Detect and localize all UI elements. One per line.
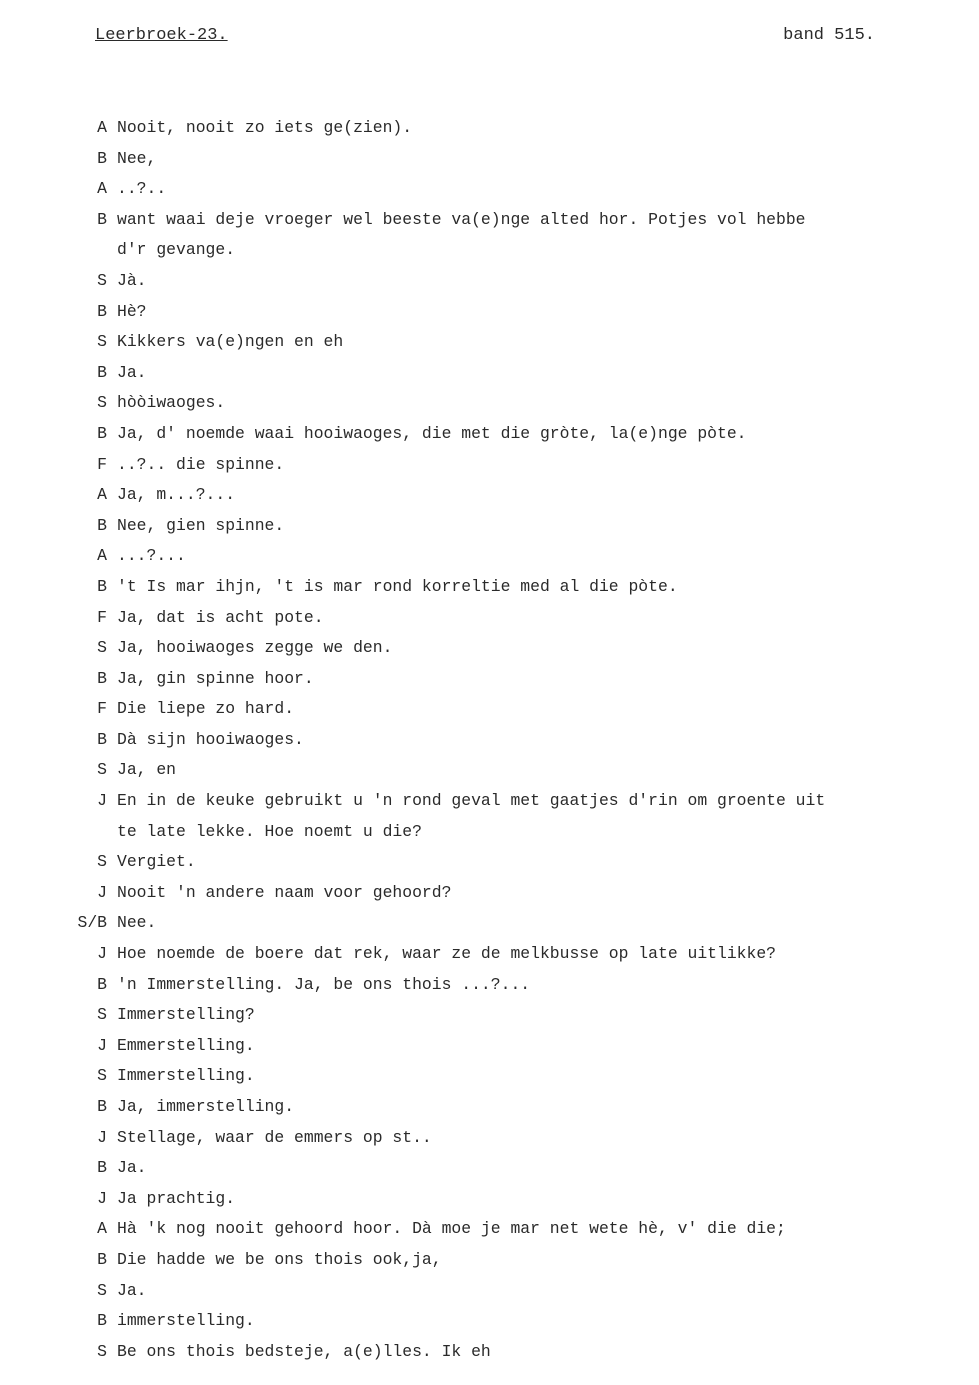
document-title: Leerbroek-23. xyxy=(95,26,228,45)
transcript-turn xyxy=(0,1153,979,1184)
utterance-line: Ja, d' noemde waai hooiwaoges, die met die gròte, la(e)nge pòte. xyxy=(117,423,747,443)
speaker-label: B xyxy=(97,209,107,229)
utterance-line: Die hadde we be ons thois ook,ja, xyxy=(117,1249,442,1269)
transcript-turn xyxy=(0,1061,979,1092)
speaker-label: F xyxy=(97,454,107,474)
utterance-line: Ja, immerstelling. xyxy=(117,1097,295,1116)
speaker-label: B xyxy=(97,974,107,994)
transcript xyxy=(0,113,979,1367)
transcript-turn xyxy=(0,603,979,634)
speaker-label: F xyxy=(97,607,107,627)
utterance-line: Nee, gien spinne. xyxy=(117,515,285,535)
speaker-label: S xyxy=(97,1341,107,1361)
utterance-line: Ja. xyxy=(117,362,147,382)
speaker-label: S xyxy=(97,1005,107,1025)
utterance-line: Jà. xyxy=(117,270,147,290)
transcript-turn xyxy=(0,664,979,695)
speaker-label: S xyxy=(97,393,107,413)
transcript-turn xyxy=(0,1214,979,1245)
speaker-label: F xyxy=(97,699,107,719)
speaker-label: S xyxy=(97,638,107,658)
speaker-label: S xyxy=(97,1066,107,1086)
speaker-label: J xyxy=(97,882,107,902)
transcript-turn xyxy=(0,939,979,970)
speaker-label: A xyxy=(97,118,107,137)
utterance-line: Hà 'k nog nooit gehoord hoor. Dà moe je mar net wete hè, v' die die; xyxy=(117,1219,786,1239)
speaker-label: B xyxy=(97,1097,107,1116)
utterance-line: Vergiet. xyxy=(117,852,196,872)
utterance-line: Emmerstelling. xyxy=(117,1035,255,1055)
transcript-turn xyxy=(0,113,979,144)
transcript-turn xyxy=(0,511,979,542)
transcript-turn xyxy=(0,480,979,511)
speaker-label: S xyxy=(97,332,107,352)
utterance-line: te late lekke. Hoe noemt u die? xyxy=(117,821,422,841)
transcript-turn xyxy=(0,327,979,358)
speaker-label: A xyxy=(97,179,107,199)
utterance-line: ...?... xyxy=(117,546,186,566)
speaker-label: S xyxy=(97,760,107,780)
utterance-line: Immerstelling? xyxy=(117,1005,255,1025)
transcript-turn xyxy=(0,633,979,664)
speaker-label: J xyxy=(97,1188,107,1208)
speaker-label: B xyxy=(97,515,107,535)
utterance-line: 'n Immerstelling. Ja, be ons thois ...?... xyxy=(117,974,531,994)
speaker-label: S xyxy=(97,852,107,872)
transcript-turn xyxy=(0,358,979,389)
utterance-line: 't Is mar ihjn, 't is mar rond korreltie med al die pòte. xyxy=(117,576,678,596)
speaker-label: B xyxy=(97,1158,107,1178)
utterance-line: Ja. xyxy=(117,1158,147,1178)
speaker-label: B xyxy=(97,362,107,382)
speaker-label: S xyxy=(97,1280,107,1300)
speaker-label: J xyxy=(97,791,107,811)
speaker-label: B xyxy=(97,1249,107,1269)
transcript-turn xyxy=(0,1123,979,1154)
utterance-line: Hoe noemde de boere dat rek, waar ze de melkbusse op late uitlikke? xyxy=(117,944,777,964)
transcript-turn xyxy=(0,297,979,328)
utterance-line: Be ons thois bedsteje, a(e)lles. Ik eh xyxy=(117,1341,491,1361)
utterance-line: d'r gevange. xyxy=(117,240,236,260)
speaker-label: B xyxy=(97,423,107,443)
speaker-label: A xyxy=(97,485,107,505)
speaker-label: B xyxy=(97,301,107,321)
utterance-line: Nee, xyxy=(117,148,157,168)
utterance-line: Ja prachtig. xyxy=(117,1188,236,1208)
transcript-turn xyxy=(0,572,979,603)
band-number: band 515. xyxy=(783,26,875,45)
utterance-line: Dà sijn hooiwaoges. xyxy=(117,729,304,749)
utterance-line: Die liepe zo hard. xyxy=(117,699,295,719)
speaker-label: B xyxy=(97,668,107,688)
transcript-turn xyxy=(0,419,979,450)
utterance-line: Nooit 'n andere naam voor gehoord? xyxy=(117,882,452,902)
transcript-turn xyxy=(0,786,979,847)
utterance-line: Ja, dat is acht pote. xyxy=(117,607,324,627)
transcript-turn xyxy=(0,1337,979,1368)
transcript-turn xyxy=(0,266,979,297)
transcript-turn xyxy=(0,144,979,175)
utterance-line: Hè? xyxy=(117,301,147,321)
transcript-turn xyxy=(0,1306,979,1337)
transcript-turn xyxy=(0,725,979,756)
transcript-turn xyxy=(0,970,979,1001)
transcript-turn xyxy=(0,450,979,481)
transcript-turn xyxy=(0,1276,979,1307)
utterance-line: Ja. xyxy=(117,1280,147,1300)
transcript-turn xyxy=(0,388,979,419)
transcript-turn xyxy=(0,1031,979,1062)
speaker-label: B xyxy=(97,729,107,749)
utterance-line: immerstelling. xyxy=(117,1311,255,1331)
transcript-turn xyxy=(0,878,979,909)
utterance-line: Ja, m...?... xyxy=(117,485,236,505)
speaker-label: J xyxy=(97,1035,107,1055)
transcript-turn xyxy=(0,847,979,878)
transcript-turn xyxy=(0,174,979,205)
utterance-line: Nee. xyxy=(117,913,157,933)
transcript-turn xyxy=(0,1245,979,1276)
transcript-turn xyxy=(0,1000,979,1031)
utterance-line: Kikkers va(e)ngen en eh xyxy=(117,332,344,352)
speaker-label: J xyxy=(97,944,107,964)
transcript-turn xyxy=(0,1092,979,1123)
utterance-line: hòòiwaoges. xyxy=(117,393,226,413)
speaker-label: B xyxy=(97,148,107,168)
utterance-line: want waai deje vroeger wel beeste va(e)nge alted hor. Potjes vol hebbe xyxy=(117,209,806,229)
speaker-label: S xyxy=(97,270,107,290)
transcript-turn xyxy=(0,205,979,266)
utterance-line: ..?.. xyxy=(117,179,167,199)
utterance-line: Stellage, waar de emmers op st.. xyxy=(117,1127,432,1147)
utterance-line: Immerstelling. xyxy=(117,1066,255,1086)
speaker-label: B xyxy=(97,1311,107,1331)
utterance-line: ..?.. die spinne. xyxy=(117,454,285,474)
transcript-turn xyxy=(0,755,979,786)
transcript-turn xyxy=(0,908,979,939)
utterance-line: Ja, gin spinne hoor. xyxy=(117,668,314,688)
speaker-label: J xyxy=(97,1127,107,1147)
speaker-label: A xyxy=(97,546,107,566)
transcript-turn xyxy=(0,541,979,572)
utterance-line: En in de keuke gebruikt u 'n rond geval met gaatjes d'rin om groente uit xyxy=(117,791,826,811)
page-header xyxy=(0,26,979,50)
speaker-label: S/B xyxy=(77,913,107,933)
transcript-turn xyxy=(0,1184,979,1215)
speaker-label: B xyxy=(97,576,107,596)
transcript-turn xyxy=(0,694,979,725)
utterance-line: Nooit, nooit zo iets ge(zien). xyxy=(117,118,413,137)
utterance-line: Ja, hooiwaoges zegge we den. xyxy=(117,638,393,658)
speaker-label: A xyxy=(97,1219,107,1239)
utterance-line: Ja, en xyxy=(117,760,177,780)
